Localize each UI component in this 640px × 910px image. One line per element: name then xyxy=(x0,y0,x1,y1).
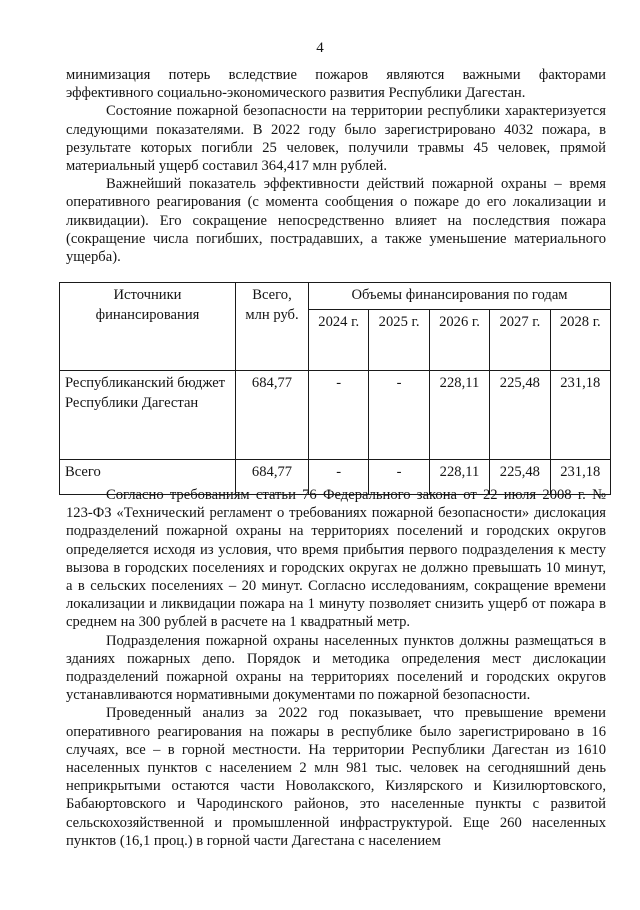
header-year: 2027 г. xyxy=(490,310,550,371)
row-value: - xyxy=(309,371,369,460)
regulation-text-block xyxy=(66,486,606,850)
paragraph-response-time: Важнейший показатель эффективности действий пожарной охраны – время оперативного реагирования (с момента сообщения о пожаре до его локализации и ликвидации). Его сокращение непосредственно влияет на последствия пожара (сокращение числа погибших, пострадавших, а также уменьшение материального ущерба). xyxy=(66,176,606,266)
total-label: Всего xyxy=(60,460,236,495)
paragraph-fire-safety-state: Состояние пожарной безопасности на территории республики характеризуется следующими показателями. В 2022 году было зарегистрировано 4032 пожара, в результате которых погибли 25 человек, получили травмы 45 человек, прямой материальный ущерб составил 364,417 млн рублей. xyxy=(66,103,606,175)
header-year: 2024 г. xyxy=(309,310,369,371)
header-year: 2026 г. xyxy=(429,310,489,371)
financing-table xyxy=(59,282,611,495)
row-value: 228,11 xyxy=(429,371,489,460)
table-header-row xyxy=(60,283,611,310)
header-source: Источники финансирования xyxy=(60,283,236,371)
page-number: 4 xyxy=(316,40,324,56)
total-value: 225,48 xyxy=(490,460,550,495)
table-row xyxy=(60,371,611,460)
header-years: Объемы финансирования по годам xyxy=(309,283,611,310)
total-value: - xyxy=(309,460,369,495)
total-value: 228,11 xyxy=(429,460,489,495)
row-value: 225,48 xyxy=(490,371,550,460)
paragraph-federal-law: Согласно требованиям статьи 76 Федерального закона от 22 июля 2008 г. № 123-ФЗ «Технический регламент о требованиях пожарной безопасности» дислокация подразделений пожарной охраны на территориях поселений и городских округов определяется исходя из условия, что время прибытия первого подразделения к месту вызова в городских поселениях и городских округах не должно превышать 10 минут, а в сельских поселениях – 20 минут. Согласно исследованиям, сокращение времени локализации и ликвидации пожара на 1 минуту позволяет снизить ущерб от пожара в среднем на 300 рублей в расчете на 1 квадратный метр. xyxy=(66,487,606,631)
row-value: 231,18 xyxy=(550,371,610,460)
row-source: Республиканский бюджет Республики Дагестан xyxy=(60,371,236,460)
total-value: - xyxy=(369,460,429,495)
row-total: 684,77 xyxy=(236,371,309,460)
intro-text-block xyxy=(66,66,606,266)
paragraph-fire-depots: Подразделения пожарной охраны населенных пунктов должны размещаться в зданиях пожарных депо. Порядок и методика определения мест дислокации подразделений пожарной охраны на территориях поселений и городских округов устанавливаются нормативными документами по пожарной безопасности. xyxy=(66,632,606,704)
header-year: 2025 г. xyxy=(369,310,429,371)
header-total: Всего, млн руб. xyxy=(236,283,309,371)
total-sum: 684,77 xyxy=(236,460,309,495)
total-value: 231,18 xyxy=(550,460,610,495)
row-value: - xyxy=(369,371,429,460)
paragraph-analysis-2022: Проведенный анализ за 2022 год показывает, что превышение времени оперативного реагирования на пожары в республике было зарегистрировано в 16 случаях, все – в горной местности. На территории Республики Дагестан из 1610 населенных пунктов с населением 2 млн 981 тыс. человек на сегодняшний день неприкрытыми остаются части Новолакского, Кизлярского и Кизилюртовского, Бабаюртовского и Чародинского районов, это населенные пункты с развитой сельскохозяйственной и промышленной инфраструктурой. Еще 260 населенных пунктов (16,1 проц.) в горной части Дагестана с населением xyxy=(66,705,606,849)
paragraph-continuation: минимизация потерь вследствие пожаров являются важными факторами эффективного социально-экономического развития Республики Дагестан. xyxy=(66,67,606,102)
header-year: 2028 г. xyxy=(550,310,610,371)
